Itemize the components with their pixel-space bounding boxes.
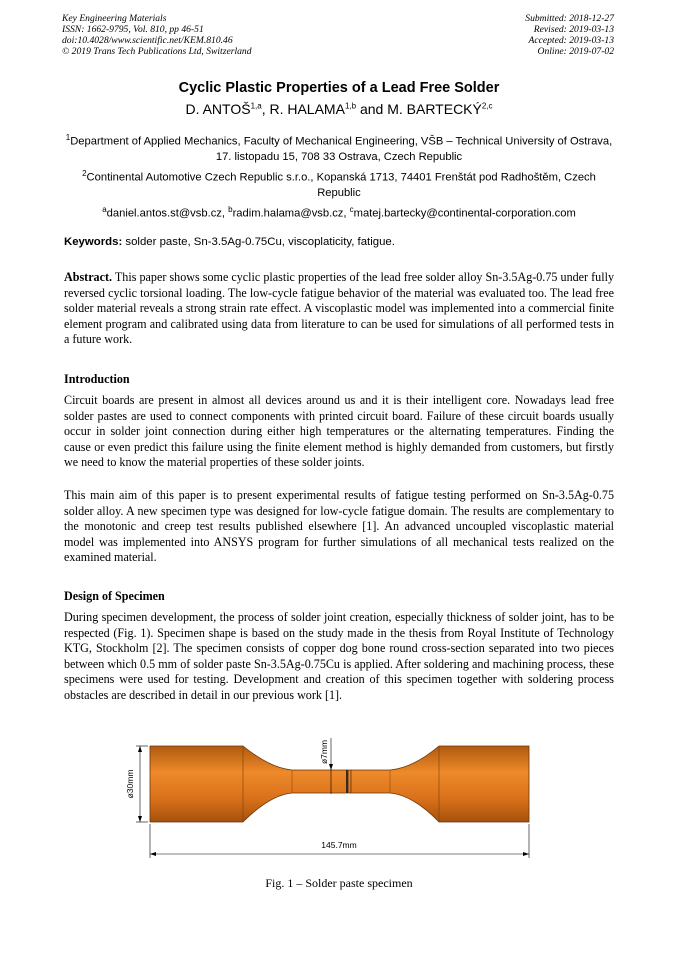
author-affiliation-mark: 1,b bbox=[344, 101, 357, 111]
email-link[interactable]: radim.halama@vsb.cz, bbox=[232, 207, 350, 220]
paper-title: Cyclic Plastic Properties of a Lead Free Solder bbox=[178, 80, 500, 96]
journal-header-right bbox=[525, 13, 614, 57]
introduction-paragraph-1: Circuit boards are present in almost all devices around us and it is their intelligent core. Nowadays lead free solder pastes are used to connect components with printed circuit board. Failure of these circuit boards usually occur in solder joint connection during either high temperatures or the alternating temperatures. Finding the cause or even predict this failure using the finite element method is highly demanded from customers, but firstly we need to know the material properties of these solder joints. bbox=[64, 393, 614, 470]
abstract-label: Abstract. bbox=[64, 270, 113, 284]
abstract bbox=[64, 270, 614, 348]
author-separator: , bbox=[261, 101, 270, 117]
author-separator: and bbox=[356, 101, 388, 117]
date-online: Online: 2019-07-02 bbox=[537, 46, 614, 57]
keywords bbox=[64, 236, 395, 248]
affiliation-text: Department of Applied Mechanics, Faculty of Mechanical Engineering, VŠB – Technical University of Ostrava, 17. listopadu 15, 708 33 Ostrava, Czech Republic bbox=[70, 135, 613, 163]
author-list bbox=[0, 101, 678, 117]
specimen-figure bbox=[116, 728, 566, 868]
affiliation-mark: 2 bbox=[82, 169, 87, 178]
section-heading-introduction: Introduction bbox=[64, 372, 130, 386]
author-affiliation-mark: 2,c bbox=[481, 101, 493, 111]
author-emails bbox=[64, 202, 614, 222]
section-heading-design: Design of Specimen bbox=[64, 589, 165, 603]
dimension-label-diameter-large: ø30mm bbox=[125, 769, 135, 799]
introduction-paragraph-2: This main aim of this paper is to present experimental results of fatigue testing performed on Sn-3.5Ag-0.75 solder alloy. A new specimen type was designed for low-cycle fatigue domain. The results are complementary to the monotonic and creep test results published elsewhere [1]. An advanced uncoupled viscoplastic material model was implemented into ANSYS program for further simulations of all mechanical tests realized on the examined material. bbox=[64, 488, 614, 565]
specimen-body bbox=[351, 746, 529, 822]
journal-header-left bbox=[62, 13, 252, 57]
keywords-text: solder paste, Sn-3.5Ag-0.75Cu, viscoplaticity, fatigue. bbox=[122, 236, 395, 248]
affiliation-mark: 1 bbox=[65, 133, 71, 142]
journal-name: Key Engineering Materials bbox=[62, 13, 167, 24]
affiliation-text: Continental Automotive Czech Republic s.r.o., Kopanská 1713, 74401 Frenštát pod Radhoštěm, Czech Republic bbox=[86, 171, 596, 199]
email-mark: b bbox=[228, 205, 233, 214]
date-submitted: Submitted: 2018-12-27 bbox=[525, 13, 614, 24]
email-link[interactable]: matej.bartecky@continental-corporation.com bbox=[353, 207, 576, 220]
author-affiliation-mark: 1,a bbox=[250, 101, 262, 111]
figure-caption: Fig. 1 – Solder paste specimen bbox=[265, 876, 413, 890]
email-mark: c bbox=[349, 205, 354, 214]
author-name: M. BARTECKÝ bbox=[387, 101, 482, 117]
date-revised: Revised: 2019-03-13 bbox=[533, 24, 614, 35]
abstract-text: This paper shows some cyclic plastic properties of the lead free solder alloy Sn-3.5Ag-0.75 under fully reversed cyclic torsional loading. The low-cycle fatigue behavior of the material was evaluated too. The lead free solder material reveals a strong strain rate effect. A viscoplastic model was implemented into a commercial finite element program and calibrated using data from literature to can be used for simulations of all performed tests in a future work. bbox=[64, 270, 614, 347]
dimension-label-length: 145.7mm bbox=[321, 840, 357, 850]
date-accepted: Accepted: 2019-03-13 bbox=[528, 35, 614, 46]
solder-joint bbox=[346, 770, 348, 793]
affiliation-2 bbox=[64, 166, 614, 201]
email-mark: a bbox=[102, 205, 107, 214]
journal-doi: doi:10.4028/www.scientific.net/KEM.810.46 bbox=[62, 35, 233, 46]
affiliation-1 bbox=[64, 130, 614, 165]
dimension-label-diameter-small: ø7mm bbox=[319, 739, 329, 765]
author-name: R. HALAMA bbox=[269, 101, 345, 117]
keywords-label: Keywords: bbox=[64, 236, 123, 248]
design-paragraph-1: During specimen development, the process of solder joint creation, especially thickness of solder joint, has to be respected (Fig. 1). Specimen shape is based on the study made in the thesis from Royal Institute of Technology KTG, Stockholm [2]. The specimen consists of copper dog bone round cross-section separated into two pieces between which 0.5 mm of solder paste Sn-3.5Ag-0.75Cu is applied. After soldering and machining process, these specimens were used for testing. Development and creation of this specimen together with soldering process obstacles are described in detail in our previous work [1]. bbox=[64, 610, 614, 702]
author-name: D. ANTOŠ bbox=[185, 101, 251, 117]
email-link[interactable]: daniel.antos.st@vsb.cz, bbox=[106, 207, 229, 220]
journal-copyright: © 2019 Trans Tech Publications Ltd, Switzerland bbox=[62, 46, 252, 57]
journal-issn: ISSN: 1662-9795, Vol. 810, pp 46-51 bbox=[62, 24, 204, 35]
